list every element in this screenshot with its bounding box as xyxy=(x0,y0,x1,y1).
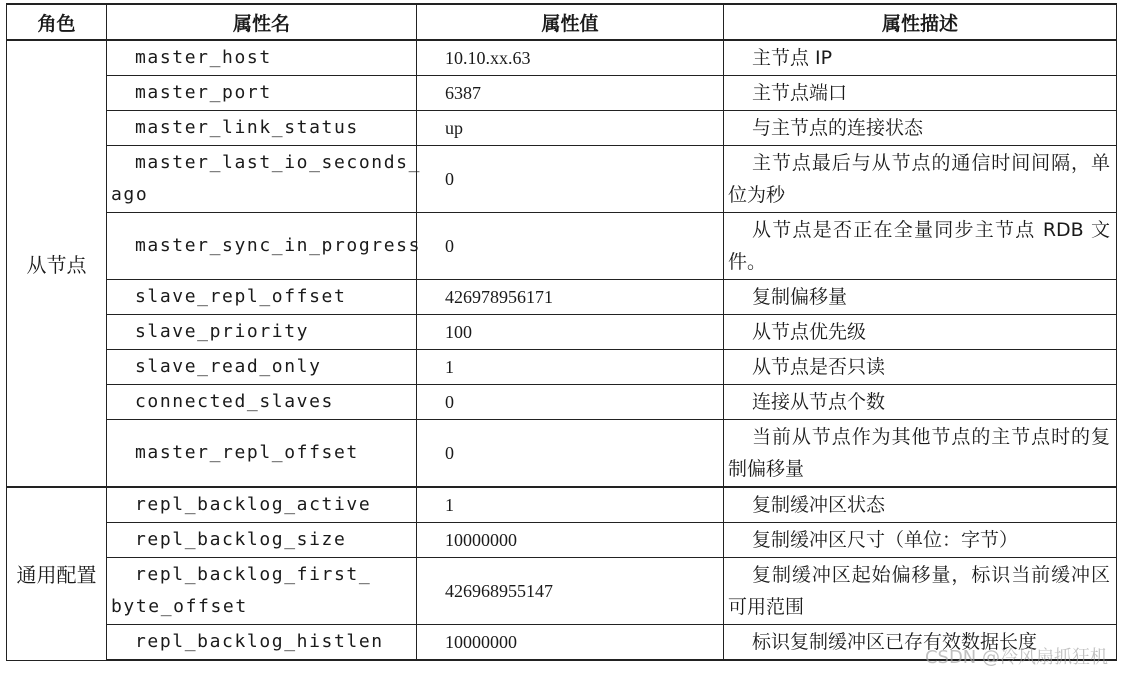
attr-desc: 复制缓冲区状态 xyxy=(724,487,1117,523)
attr-desc: 从节点优先级 xyxy=(724,315,1117,350)
attr-name: repl_backlog_active xyxy=(107,487,417,523)
attr-desc: 连接从节点个数 xyxy=(724,385,1117,420)
table-row xyxy=(7,213,1117,280)
attr-name-line: repl_backlog_first_ xyxy=(135,564,372,585)
header-role: 角色 xyxy=(7,4,107,40)
attr-value: 1 xyxy=(417,487,724,523)
table-row xyxy=(7,40,1117,76)
attr-name: master_port xyxy=(107,76,417,111)
attr-value: 0 xyxy=(417,213,724,280)
attr-name-line: byte_offset xyxy=(111,596,248,617)
attr-value: 100 xyxy=(417,315,724,350)
attr-name xyxy=(107,146,422,213)
attr-desc-text: 从节点是否正在全量同步主节点 RDB 文件。 xyxy=(728,219,1110,273)
attr-desc: 主节点端口 xyxy=(724,76,1117,111)
attr-name: master_link_status xyxy=(107,111,417,146)
header-value: 属性值 xyxy=(417,4,724,40)
header-desc: 属性描述 xyxy=(724,4,1117,40)
table-row xyxy=(7,420,1117,488)
attr-name: master_host xyxy=(107,40,417,76)
attr-value: 0 xyxy=(417,385,724,420)
attr-name: master_sync_in_progress xyxy=(107,213,417,280)
table-row xyxy=(7,76,1117,111)
attr-desc-text: 复制缓冲区起始偏移量，标识当前缓冲区可用范围 xyxy=(728,564,1110,618)
attr-desc xyxy=(724,558,1117,625)
attr-desc xyxy=(724,420,1117,488)
attr-name: connected_slaves xyxy=(107,385,417,420)
table-row xyxy=(7,280,1117,315)
attr-name: slave_priority xyxy=(107,315,417,350)
attr-desc-text: 主节点最后与从节点的通信时间间隔，单位为秒 xyxy=(728,152,1110,206)
redis-replication-table xyxy=(6,3,1117,661)
table-row xyxy=(7,146,1117,213)
attr-value: 426978956171 xyxy=(417,280,724,315)
attr-name-line: master_last_io_seconds_ xyxy=(135,152,422,173)
attr-value: 426968955147 xyxy=(417,558,724,625)
attr-desc: 复制缓冲区尺寸（单位：字节） xyxy=(724,523,1117,558)
attr-value: 10000000 xyxy=(417,523,724,558)
table-row xyxy=(7,523,1117,558)
attr-desc: 从节点是否只读 xyxy=(724,350,1117,385)
attr-value: 10000000 xyxy=(417,625,724,661)
table-row xyxy=(7,315,1117,350)
attr-desc xyxy=(724,146,1117,213)
attr-name-line: ago xyxy=(111,184,149,205)
header-name: 属性名 xyxy=(107,4,417,40)
table-row xyxy=(7,487,1117,523)
watermark: CSDN @冷风扇抓狂机 xyxy=(924,647,1108,668)
attr-desc: 标识复制缓冲区已存有效数据长度 xyxy=(724,625,1117,661)
table-row xyxy=(7,111,1117,146)
attr-value: 10.10.xx.63 xyxy=(417,40,724,76)
header-row xyxy=(7,4,1117,40)
attr-value: 0 xyxy=(417,420,724,488)
role-cell-slave: 从节点 xyxy=(7,40,107,487)
attr-desc: 主节点 IP xyxy=(724,40,1117,76)
attr-desc-text: 当前从节点作为其他节点的主节点时的复制偏移量 xyxy=(728,426,1110,480)
table-row xyxy=(7,350,1117,385)
attr-desc xyxy=(724,213,1117,280)
attr-name xyxy=(107,558,417,625)
table-row xyxy=(7,558,1117,625)
attr-desc: 复制偏移量 xyxy=(724,280,1117,315)
attr-value: 6387 xyxy=(417,76,724,111)
attr-value: 1 xyxy=(417,350,724,385)
attr-name: slave_repl_offset xyxy=(107,280,417,315)
attr-desc: 与主节点的连接状态 xyxy=(724,111,1117,146)
attr-value: up xyxy=(417,111,724,146)
attr-name: repl_backlog_size xyxy=(107,523,417,558)
attr-value: 0 xyxy=(417,146,724,213)
attr-name: repl_backlog_histlen xyxy=(107,625,417,661)
attr-name: slave_read_only xyxy=(107,350,417,385)
table-row xyxy=(7,385,1117,420)
attr-name: master_repl_offset xyxy=(107,420,417,488)
role-cell-common: 通用配置 xyxy=(7,487,107,660)
